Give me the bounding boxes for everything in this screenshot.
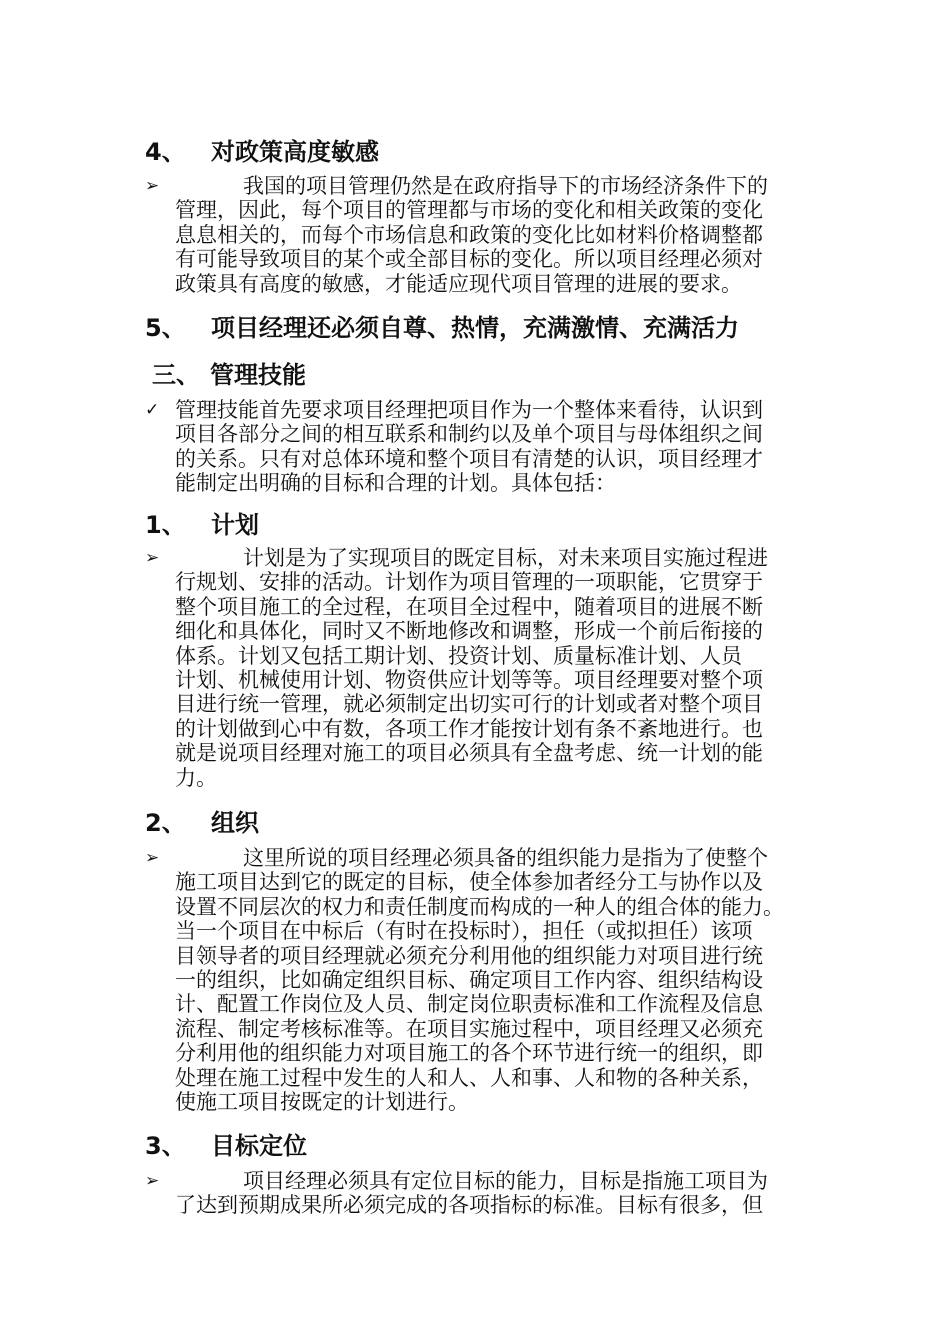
text-line: 的计划做到心中有数，各项工作才能按计划有条不紊地进行。也 [175, 716, 763, 741]
text-line: 使施工项目按既定的计划进行。 [175, 1090, 469, 1115]
text-line: 我国的项目管理仍然是在政府指导下的市场经济条件下的 [243, 174, 768, 198]
heading-number: 1、 [145, 511, 186, 539]
heading-number: 4、 [145, 138, 186, 166]
section-heading [145, 808, 259, 838]
paragraph-text [175, 174, 815, 296]
text-line: 整个项目施工的全过程，在项目全过程中，随着项目的进展不断 [175, 594, 763, 619]
paragraph-text [175, 846, 815, 1114]
text-line: 息息相关的，而每个市场信息和政策的变化比如材料价格调整都 [175, 222, 763, 247]
text-line: 项目经理必须具有定位目标的能力，目标是指施工项目为 [243, 1169, 768, 1193]
section-heading [145, 313, 739, 343]
arrow-bullet-icon: ➢ [145, 548, 160, 568]
body-paragraph [145, 1169, 815, 1218]
text-line: 一的组织，比如确定组织目标、确定项目工作内容、组织结构设 [175, 968, 763, 993]
text-line: 计划、机械使用计划、物资供应计划等等。项目经理要对整个项 [175, 668, 763, 693]
text-line: 的关系。只有对总体环境和整个项目有清楚的认识，项目经理才 [175, 446, 763, 471]
text-line: 了达到预期成果所必须完成的各项指标的标准。目标有很多，但 [175, 1193, 763, 1218]
text-line: 管理技能首先要求项目经理把项目作为一个整体来看待，认识到 [175, 398, 763, 422]
heading-title: 目标定位 [211, 1132, 307, 1160]
body-paragraph [145, 846, 815, 1114]
heading-number: 3、 [145, 1132, 186, 1160]
text-line: 这里所说的项目经理必须具备的组织能力是指为了使整个 [243, 846, 768, 870]
paragraph-text [175, 546, 815, 790]
section-heading [145, 137, 379, 167]
text-line: 有可能导致项目的某个或全部目标的变化。所以项目经理必须对 [175, 247, 763, 272]
arrow-bullet-icon: ➢ [145, 1171, 160, 1191]
text-line: 就是说项目经理对施工的项目必须具有全盘考虑、统一计划的能 [175, 741, 763, 766]
heading-title: 对政策高度敏感 [211, 138, 379, 166]
text-line: 体系。计划又包括工期计划、投资计划、质量标准计划、人员 [175, 643, 742, 668]
text-line: 力。 [175, 765, 217, 790]
heading-number: 2、 [145, 809, 186, 837]
text-line: 分利用他的组织能力对项目施工的各个环节进行统一的组织，即 [175, 1041, 763, 1066]
paragraph-text [175, 1169, 815, 1218]
text-line: 处理在施工过程中发生的人和人、人和事、人和物的各种关系， [175, 1065, 763, 1090]
heading-number: 三、 [152, 361, 200, 389]
text-line: 项目各部分之间的相互联系和制约以及单个项目与母体组织之间 [175, 422, 763, 447]
text-line: 管理，因此，每个项目的管理都与市场的变化和相关政策的变化 [175, 198, 763, 223]
text-line: 计划是为了实现项目的既定目标，对未来项目实施过程进 [243, 546, 768, 570]
heading-title: 管理技能 [210, 361, 306, 389]
heading-title: 项目经理还必须自尊、热情，充满激情、充满活力 [211, 314, 739, 342]
body-paragraph [145, 398, 815, 496]
heading-title: 组织 [211, 809, 259, 837]
text-line: 行规划、安排的活动。计划作为项目管理的一项职能，它贯穿于 [175, 570, 763, 595]
text-line: 目领导者的项目经理就必须充分利用他的组织能力对项目进行统 [175, 943, 763, 968]
text-line: 当一个项目在中标后（有时在投标时），担任（或拟担任）该项 [175, 919, 753, 944]
arrow-bullet-icon: ➢ [145, 176, 160, 196]
text-line: 计、配置工作岗位及人员、制定岗位职责标准和工作流程及信息 [175, 992, 763, 1017]
body-paragraph [145, 174, 815, 296]
body-paragraph [145, 546, 815, 790]
text-line: 目进行统一管理，就必须制定出切实可行的计划或者对整个项目 [175, 692, 763, 717]
section-heading [145, 1131, 307, 1161]
checkmark-bullet-icon: ✓ [145, 400, 160, 420]
text-line: 设置不同层次的权力和责任制度而构成的一种人的组合体的能力。 [175, 894, 784, 919]
heading-number: 5、 [145, 314, 186, 342]
section-heading [145, 510, 259, 540]
text-line: 能制定出明确的目标和合理的计划。具体包括： [175, 471, 616, 496]
text-line: 流程、制定考核标准等。在项目实施过程中，项目经理又必须充 [175, 1016, 763, 1041]
section-heading [152, 360, 306, 390]
paragraph-text [175, 398, 815, 496]
text-line: 政策具有高度的敏感，才能适应现代项目管理的进展的要求。 [175, 271, 742, 296]
arrow-bullet-icon: ➢ [145, 848, 160, 868]
text-line: 细化和具体化，同时又不断地修改和调整，形成一个前后衔接的 [175, 619, 763, 644]
heading-title: 计划 [211, 511, 259, 539]
text-line: 施工项目达到它的既定的目标，使全体参加者经分工与协作以及 [175, 870, 763, 895]
